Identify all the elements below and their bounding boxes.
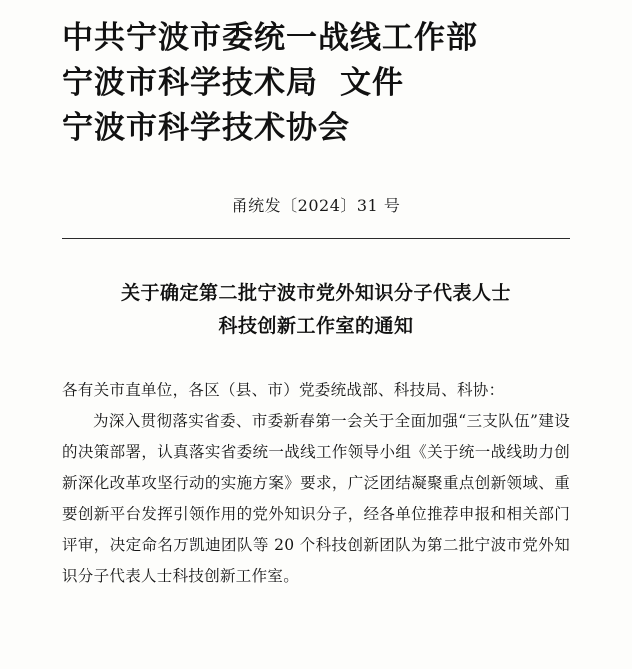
document-number: 甬统发〔2024〕31 号	[231, 195, 401, 215]
letterhead-org-1: 中共宁波市委统一战线工作部	[62, 20, 478, 56]
letterhead-org-3: 宁波市科学技术协会	[62, 109, 350, 146]
document-title-line-1: 关于确定第二批宁波市党外知识分子代表人士	[120, 281, 511, 304]
header-divider	[62, 238, 570, 239]
letterhead-line-3	[62, 106, 570, 151]
document-title-line-2: 科技创新工作室的通知	[218, 315, 414, 338]
document-body	[62, 375, 570, 592]
document-title	[62, 277, 570, 344]
letterhead-doc-word: 文件	[340, 64, 404, 101]
letterhead-org-2: 宁波市科学技术局	[62, 64, 318, 101]
body-paragraph-1: 为深入贯彻落实省委、市委新春第一会关于全面加强“三支队伍”建设的决策部署，认真落实省委统一战线工作领导小组《关于统一战线助力创新深化改革攻坚行动的实施方案》要求，广泛团结凝聚重点创新领域、重要创新平台发挥引领作用的党外知识分子，经各单位推荐申报和相关部门评审，决定命名万凯迪团队等 20 个科技创新团队为第二批宁波市党外知识分子代表人士科技创新工作室。	[62, 412, 570, 586]
letterhead	[62, 0, 570, 151]
letterhead-line-2	[62, 61, 570, 106]
letterhead-line-1	[62, 16, 570, 61]
body-salutation: 各有关市直单位，各区（县、市）党委统战部、科技局、科协：	[62, 381, 505, 400]
